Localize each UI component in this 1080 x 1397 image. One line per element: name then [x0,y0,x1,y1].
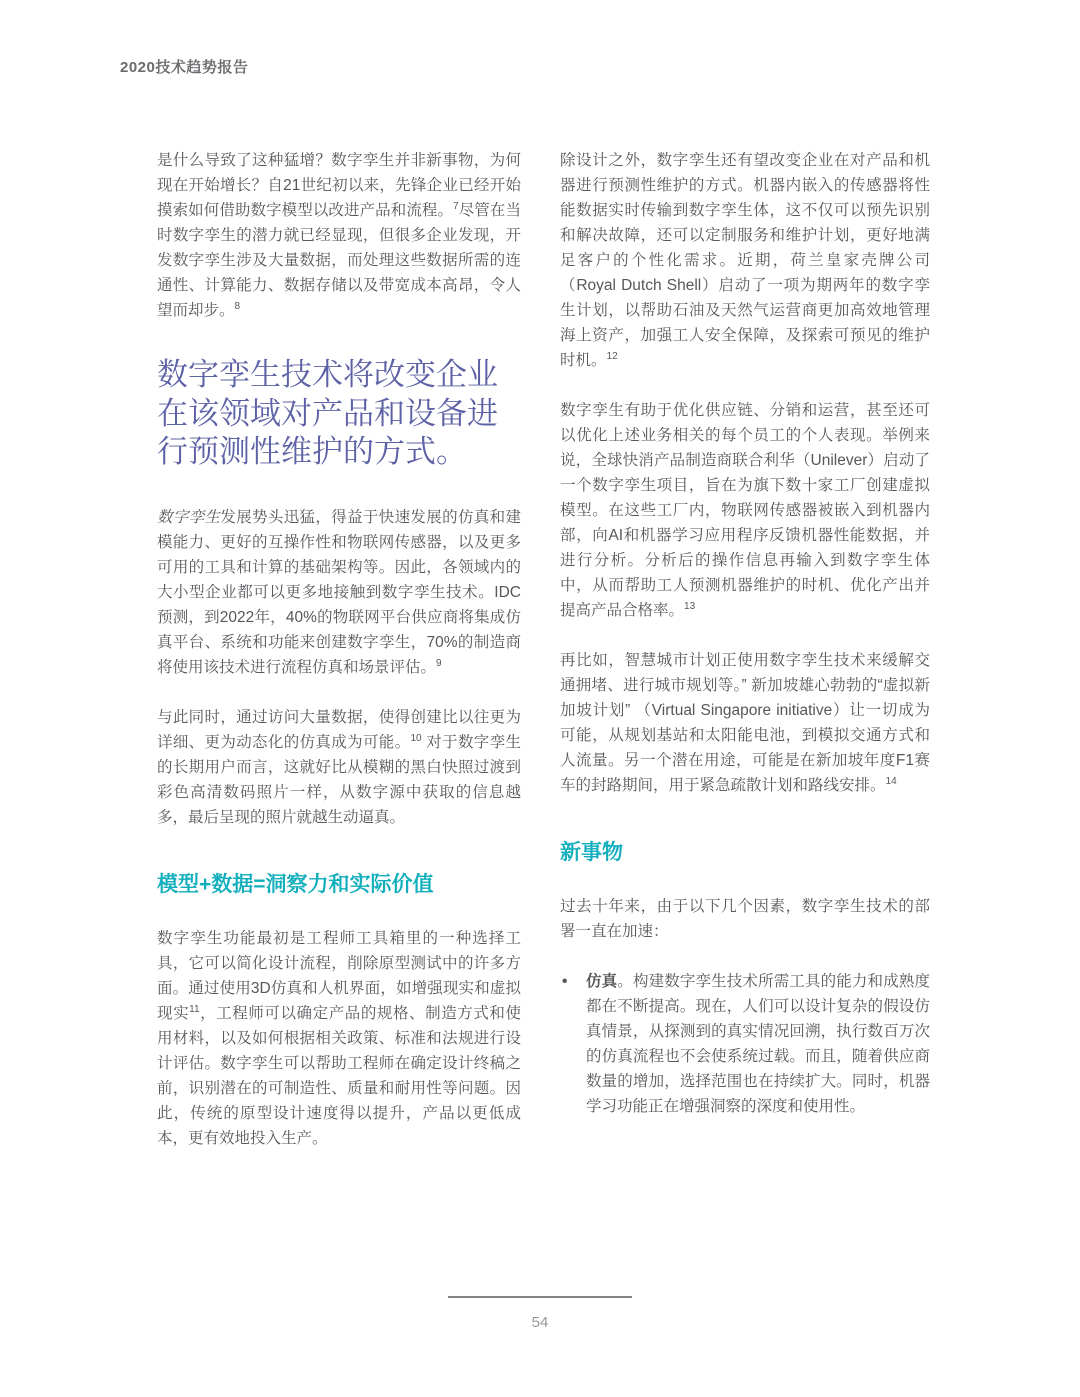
list-item-simulation [560,969,930,1119]
factors-list [560,969,930,1119]
footer-divider [448,1296,632,1298]
report-title: 2020技术趋势报告 [120,59,249,76]
paragraph-engineer-toolbox [157,926,521,1151]
text-segment: 对于数字孪生的长期用户而言，这就好比从模糊的黑白快照过渡到彩色高清数码照片一样，从数字源中获取的信息越多，最后呈现的照片就越生动逼真。 [157,733,521,826]
footnote-ref-13: 13 [684,600,696,612]
text-segment: 。构建数字孪生技术所需工具的能力和成熟度都在不断提高。现在，人们可以设计复杂的假设仿真情景，从探测到的真实情况回溯，执行数百万次的仿真流程也不会使系统过载。而且，随着供应商数量的增加，选择范围也在持续扩大。同时，机器学习功能正在增强洞察的深度和使用性。 [586,973,930,1115]
text-segment: 与此同时，通过访问大量数据，使得创建比以往更为详细、更为动态化的仿真成为可能。 [157,708,521,751]
paragraph-acceleration-intro: 过去十年来，由于以下几个因素，数字孪生技术的部署一直在加速： [560,898,930,940]
footnote-ref-11: 11 [189,1003,200,1015]
text-segment: 发展势头迅猛，得益于快速发展的仿真和建模能力、更好的互操作性和物联网传感器，以及更多可用的工具和计算的基础架构等。因此，各领域内的大小型企业都可以更多地接触到数字孪生技术。IDC预测，到2022年，40%的物联网平台供应商将集成仿真平台、系统和功能来创建数字孪生，70%的制造商将使用该技术进行流程仿真和场景评估。 [157,508,521,676]
footnote-ref-10: 10 [410,732,422,744]
footnote-ref-8: 8 [234,300,241,312]
bullet-term: 仿真 [586,973,618,990]
text-segment: 是什么导致了这种猛增？数字孪生并非新事物，为何现在开始增长？自21世纪初以来，先锋企业已经开始摸索如何借助数字模型以改进产品和流程。 [157,152,521,219]
right-column [560,148,930,1144]
text-segment: 数字孪生功能最初是工程师工具箱里的一种选择工具，它可以简化设计流程，削除原型测试中的许多方面。通过使用3D仿真和人机界面，如增强现实和虚拟现实 [157,929,521,1022]
paragraph-surge-question [157,148,521,323]
footnote-ref-14: 14 [885,775,897,787]
text-segment: ，工程师可以确定产品的规格、制造方式和使用材料，以及如何根据相关政策、标准和法规进行设计评估。数字孪生可以帮助工程师在确定设计终稿之前，识别潜在的可制造性、质量和耐用性等问题。因此，传统的原型设计速度得以提升，产品以更低成本，更有效地投入生产。 [157,1004,521,1147]
paragraph-growth-drivers [157,505,521,680]
paragraph-supply-chain [560,398,930,623]
left-column [157,148,521,1176]
text-segment: 尽管在当时数字孪生的潜力就已经显现，但很多企业发现，开发数字孪生涉及大量数据，而处理这些数据所需的连通性、计算能力、数据存储以及带宽成本高昂，令人望而却步。 [157,202,521,319]
paragraph-data-access [157,705,521,830]
paragraph-predictive-maintenance [560,148,930,373]
text-segment: 再比如，智慧城市计划正使用数字孪生技术来缓解交通拥堵、进行城市规划等。” [560,652,930,694]
paragraph-smart-city [560,648,930,798]
text-segment: 新加坡雄心勃勃的“虚拟新加坡计划” （Virtual Singapore initiative）让一切成为可能，从规划基站和太阳能电池，到模拟交通方式和人流量。另一个潜在用途，可能是在新加坡年度F1赛车的封路期间，用于紧急疏散计划和路线安排。 [560,677,930,794]
footnote-ref-12: 12 [606,350,618,362]
text-segment: 数字孪生有助于优化供应链、分销和运营，甚至还可以优化上述业务相关的每个员工的个人表现。举例来说，全球快消产品制造商联合利华（Unilever）启动了一个数字孪生项目，旨在为旗下数十家工厂创建虚拟模型。在这些工厂内，物联网传感器被嵌入到机器内部，向AI和机器学习应用程序反馈机器性能数据，并进行分析。分析后的操作信息再输入到数字孪生体中，从而帮助工人预测机器维护的时机、优化产出并提高产品合格率。 [560,402,930,619]
footnote-ref-7: 7 [453,200,459,212]
section-heading-whats-new: 新事物 [560,841,623,864]
pull-quote: 数字孪生技术将改变企业在该领域对产品和设备进行预测性维护的方式。 [157,357,498,469]
page-number: 54 [531,1314,549,1331]
bullet-icon: • [562,973,568,990]
text-segment: 除设计之外，数字孪生还有望改变企业在对产品和机器进行预测性维护的方式。机器内嵌入的传感器将性能数据实时传输到数字孪生体，这不仅可以预先识别和解决故障，还可以定制服务和维护计划，更好地满足客户的个性化需求。近期，荷兰皇家壳牌公司（Royal Dutch Shell）启动了一项为期两年的数字孪生计划，以帮助石油及天然气运营商更加高效地管理海上资产，加强工人安全保障，及探索可预见的维护时机。 [560,152,930,369]
footnote-ref-9: 9 [436,657,442,669]
lead-italic-term: 数字孪生 [157,508,221,526]
section-heading-model-data: 模型+数据=洞察力和实际价值 [157,872,434,896]
